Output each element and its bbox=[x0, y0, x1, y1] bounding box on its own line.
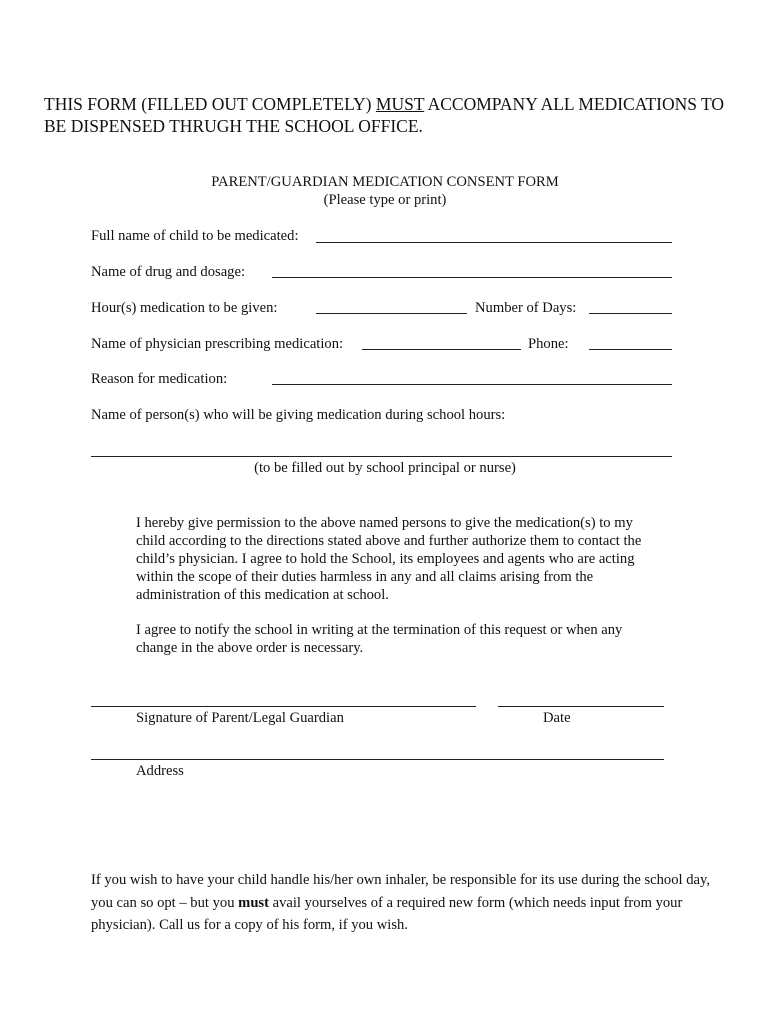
inhaler-note-must: must bbox=[238, 894, 269, 911]
child-name-field[interactable] bbox=[316, 242, 672, 243]
signature-field[interactable] bbox=[91, 706, 476, 707]
consent-paragraph-1 bbox=[136, 514, 656, 604]
reason-field[interactable] bbox=[272, 384, 672, 385]
address-field[interactable] bbox=[91, 759, 664, 760]
header-line-2: BE DISPENSED THRUGH THE SCHOOL OFFICE. bbox=[44, 116, 423, 136]
school-note: (to be filled out by school principal or nurse) bbox=[254, 460, 516, 476]
form-title: PARENT/GUARDIAN MEDICATION CONSENT FORM bbox=[211, 174, 559, 190]
header-must-underlined: MUST bbox=[375, 94, 425, 114]
persons-giving-field[interactable] bbox=[91, 456, 672, 457]
header-line-1-pre: THIS FORM (FILLED OUT COMPLETELY) bbox=[44, 94, 376, 114]
physician-label: Name of physician prescribing medication: bbox=[91, 336, 344, 352]
header-line-1 bbox=[44, 93, 724, 115]
form-subtitle: (Please type or print) bbox=[323, 192, 447, 208]
consent-paragraph-1-text: I hereby give permission to the above named persons to give the medication(s) to my child according to the directions stated above and further authorize them to contact the child’s physician. I agree to hold the School, its employees and agents who are acting within the scope of their duties harmless in any and all claims arising from the administration of this medication at school. bbox=[136, 515, 642, 603]
address-label: Address bbox=[136, 763, 184, 779]
hours-field[interactable] bbox=[316, 313, 467, 314]
consent-paragraph-2 bbox=[136, 621, 656, 657]
consent-paragraph-2-text: I agree to notify the school in writing at the termination of this request or when any change in the above order is necessary. bbox=[136, 622, 623, 656]
persons-giving-label: Name of person(s) who will be giving medication during school hours: bbox=[91, 407, 506, 423]
drug-dosage-field[interactable] bbox=[272, 277, 672, 278]
signature-label: Signature of Parent/Legal Guardian bbox=[136, 710, 344, 726]
inhaler-note bbox=[91, 869, 721, 937]
date-field[interactable] bbox=[498, 706, 664, 707]
header-line-1-post: ACCOMPANY ALL MEDICATIONS TO bbox=[424, 94, 725, 114]
phone-label: Phone: bbox=[528, 336, 569, 352]
form-header bbox=[44, 93, 724, 137]
num-days-label: Number of Days: bbox=[475, 300, 577, 316]
inhaler-note-pre: If you wish to have your child handle his/her own inhaler, be responsible for its use during the school day, you can so opt – but you bbox=[91, 872, 710, 911]
inhaler-note-post: avail yourselves of a required new form (which needs input from your physician). Call us for a copy of his form, if you wish. bbox=[91, 894, 683, 933]
child-name-label: Full name of child to be medicated: bbox=[91, 228, 299, 244]
reason-label: Reason for medication: bbox=[91, 371, 228, 387]
phone-field[interactable] bbox=[589, 349, 672, 350]
physician-field[interactable] bbox=[362, 349, 521, 350]
drug-dosage-label: Name of drug and dosage: bbox=[91, 264, 245, 280]
num-days-field[interactable] bbox=[589, 313, 672, 314]
hours-label: Hour(s) medication to be given: bbox=[91, 300, 278, 316]
date-label: Date bbox=[543, 710, 571, 726]
